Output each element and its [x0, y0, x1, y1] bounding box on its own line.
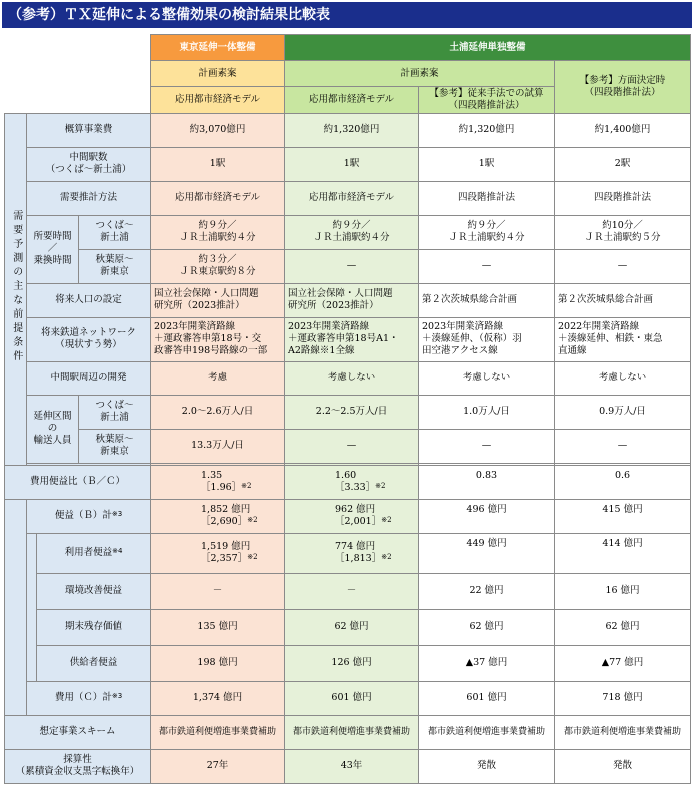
header-tokyo-integrated: 東京延伸一体整備	[151, 35, 285, 61]
cell-benefit-3: 496 億円	[419, 499, 555, 533]
row-label-user-benefit: 利用者便益$^{※4}$	[37, 533, 151, 573]
row-sublabel-time-2: 秋葉原～ 新東京	[79, 249, 151, 283]
row-label-residual: 期末残存価値	[37, 609, 151, 645]
header-ref-traditional: 【参考】従来手法での試算 （四段階推計法）	[419, 87, 555, 114]
cell-method-2: 応用都市経済モデル	[285, 181, 419, 215]
cell-scheme-2: 都市鉄道利便増進事業費補助	[285, 715, 419, 749]
cell-passengers1-1: 2.0～2.6万人/日	[151, 395, 285, 429]
cell-time1-3: 約９分／ ＪＲ土浦駅約４分	[419, 215, 555, 249]
cell-benefit-1: 1,852 億円 ［2,690］$^{※2}$	[151, 499, 285, 533]
cell-profit-3: 発散	[419, 749, 555, 783]
cell-expense-3: 601 億円	[419, 681, 555, 715]
cell-time1-1: 約９分／ ＪＲ土浦駅約４分	[151, 215, 285, 249]
cell-cost-4: 約1,400億円	[555, 113, 691, 147]
row-label-expense: 費用（Ｃ）計$^{※3}$	[27, 681, 151, 715]
cell-time2-3: —	[419, 249, 555, 283]
row-label-cost: 概算事業費	[27, 113, 151, 147]
row-label-profit: 採算性 （累積資金収支黒字転換年）	[5, 749, 151, 783]
cell-env-2: －	[285, 573, 419, 609]
cell-network-3: 2023年開業済路線 ＋湊線延伸、（仮称）羽 田空港アクセス線	[419, 317, 555, 361]
cell-profit-4: 発散	[555, 749, 691, 783]
row-label-bc: 費用便益比（Ｂ／Ｃ）	[5, 465, 151, 499]
cell-residual-1: 135 億円	[151, 609, 285, 645]
cell-population-3: 第２次茨城県総合計画	[419, 283, 555, 317]
cell-passengers1-2: 2.2～2.5万人/日	[285, 395, 419, 429]
cell-passengers2-3: —	[419, 429, 555, 463]
cell-cost-1: 約3,070億円	[151, 113, 285, 147]
cell-stations-1: 1駅	[151, 147, 285, 181]
cell-time2-4: —	[555, 249, 691, 283]
row-label-time: 所要時間／ 乗換時間	[27, 215, 79, 283]
header-model-2: 応用都市経済モデル	[285, 87, 419, 114]
cell-env-4: 16 億円	[555, 573, 691, 609]
row-label-passengers: 延伸区間の 輸送人員	[27, 395, 79, 463]
header-ref-direction: 【参考】方面決定時 （四段階推計法）	[555, 61, 691, 114]
cell-cost-2: 約1,320億円	[285, 113, 419, 147]
row-label-env: 環境改善便益	[37, 573, 151, 609]
cell-passengers2-1: 13.3万人/日	[151, 429, 285, 463]
row-sublabel-time-1: つくば～ 新土浦	[79, 215, 151, 249]
cell-development-3: 考慮しない	[419, 361, 555, 395]
cell-user-3: 449 億円	[419, 533, 555, 573]
page-title: （参考）ＴＸ延伸による整備効果の検討結果比較表	[2, 2, 692, 28]
row-label-benefit: 便益（Ｂ）計$^{※3}$	[27, 499, 151, 533]
cell-population-2: 国立社会保障・人口問題 研究所（2023推計）	[285, 283, 419, 317]
cell-passengers2-4: —	[555, 429, 691, 463]
cell-population-1: 国立社会保障・人口問題 研究所（2023推計）	[151, 283, 285, 317]
cell-supplier-1: 198 億円	[151, 645, 285, 681]
cell-residual-3: 62 億円	[419, 609, 555, 645]
cell-method-3: 四段階推計法	[419, 181, 555, 215]
cell-bc-3: 0.83	[419, 465, 555, 499]
cell-supplier-3: ▲37 億円	[419, 645, 555, 681]
cell-time1-2: 約９分／ ＪＲ土浦駅約４分	[285, 215, 419, 249]
cell-user-2: 774 億円 ［1,813］$^{※2}$	[285, 533, 419, 573]
cell-method-1: 応用都市経済モデル	[151, 181, 285, 215]
cell-env-3: 22 億円	[419, 573, 555, 609]
row-label-supplier: 供給者便益	[37, 645, 151, 681]
cell-passengers1-3: 1.0万人/日	[419, 395, 555, 429]
cell-expense-4: 718 億円	[555, 681, 691, 715]
cell-profit-1: 27年	[151, 749, 285, 783]
cell-time2-2: —	[285, 249, 419, 283]
header-plan-2: 計画素案	[285, 61, 555, 87]
cell-development-4: 考慮しない	[555, 361, 691, 395]
header-plan-1: 計画素案	[151, 61, 285, 87]
cell-benefit-2: 962 億円 ［2,001］$^{※2}$	[285, 499, 419, 533]
cell-bc-1: 1.35 ［1.96］$^{※2}$	[151, 465, 285, 499]
cell-development-2: 考慮しない	[285, 361, 419, 395]
cell-benefit-4: 415 億円	[555, 499, 691, 533]
cell-stations-3: 1駅	[419, 147, 555, 181]
row-label-stations: 中間駅数 （つくば～新土浦）	[27, 147, 151, 181]
cell-user-1: 1,519 億円 ［2,357］$^{※2}$	[151, 533, 285, 573]
comparison-table	[4, 34, 691, 784]
row-label-network: 将来鉄道ネットワーク （現状すう勢）	[27, 317, 151, 361]
header-tsuchiura-only: 土浦延伸単独整備	[285, 35, 691, 61]
cell-stations-2: 1駅	[285, 147, 419, 181]
cell-network-4: 2022年開業済路線 ＋湊線延伸、相鉄・東急 直通線	[555, 317, 691, 361]
cell-residual-4: 62 億円	[555, 609, 691, 645]
cell-scheme-3: 都市鉄道利便増進事業費補助	[419, 715, 555, 749]
cell-population-4: 第２次茨城県総合計画	[555, 283, 691, 317]
cell-scheme-4: 都市鉄道利便増進事業費補助	[555, 715, 691, 749]
row-label-population: 将来人口の設定	[27, 283, 151, 317]
row-sublabel-passengers-2: 秋葉原～ 新東京	[79, 429, 151, 463]
cell-passengers1-4: 0.9万人/日	[555, 395, 691, 429]
row-label-development: 中間駅周辺の開発	[27, 361, 151, 395]
cell-profit-2: 43年	[285, 749, 419, 783]
cell-cost-3: 約1,320億円	[419, 113, 555, 147]
cell-env-1: －	[151, 573, 285, 609]
cell-supplier-4: ▲77 億円	[555, 645, 691, 681]
cell-bc-4: 0.6	[555, 465, 691, 499]
cell-development-1: 考慮	[151, 361, 285, 395]
row-sublabel-passengers-1: つくば～ 新土浦	[79, 395, 151, 429]
cell-network-1: 2023年開業済路線 ＋運政審答申第18号・交 政審答申198号路線の一部	[151, 317, 285, 361]
cell-time1-4: 約10分／ ＪＲ土浦駅約５分	[555, 215, 691, 249]
cell-residual-2: 62 億円	[285, 609, 419, 645]
cell-stations-4: 2駅	[555, 147, 691, 181]
cell-method-4: 四段階推計法	[555, 181, 691, 215]
cell-time2-1: 約３分／ ＪＲ東京駅約８分	[151, 249, 285, 283]
cell-supplier-2: 126 億円	[285, 645, 419, 681]
cell-network-2: 2023年開業済路線 ＋運政審答申第18号A1・ A2路線※1全線	[285, 317, 419, 361]
row-label-scheme: 想定事業スキーム	[5, 715, 151, 749]
cell-scheme-1: 都市鉄道利便増進事業費補助	[151, 715, 285, 749]
cell-user-4: 414 億円	[555, 533, 691, 573]
premises-side-label: 需要予測の主な前提条件	[5, 113, 27, 465]
cell-expense-1: 1,374 億円	[151, 681, 285, 715]
cell-expense-2: 601 億円	[285, 681, 419, 715]
cell-passengers2-2: —	[285, 429, 419, 463]
header-model-1: 応用都市経済モデル	[151, 87, 285, 114]
cell-bc-2: 1.60 ［3.33］$^{※2}$	[285, 465, 419, 499]
row-label-method: 需要推計方法	[27, 181, 151, 215]
